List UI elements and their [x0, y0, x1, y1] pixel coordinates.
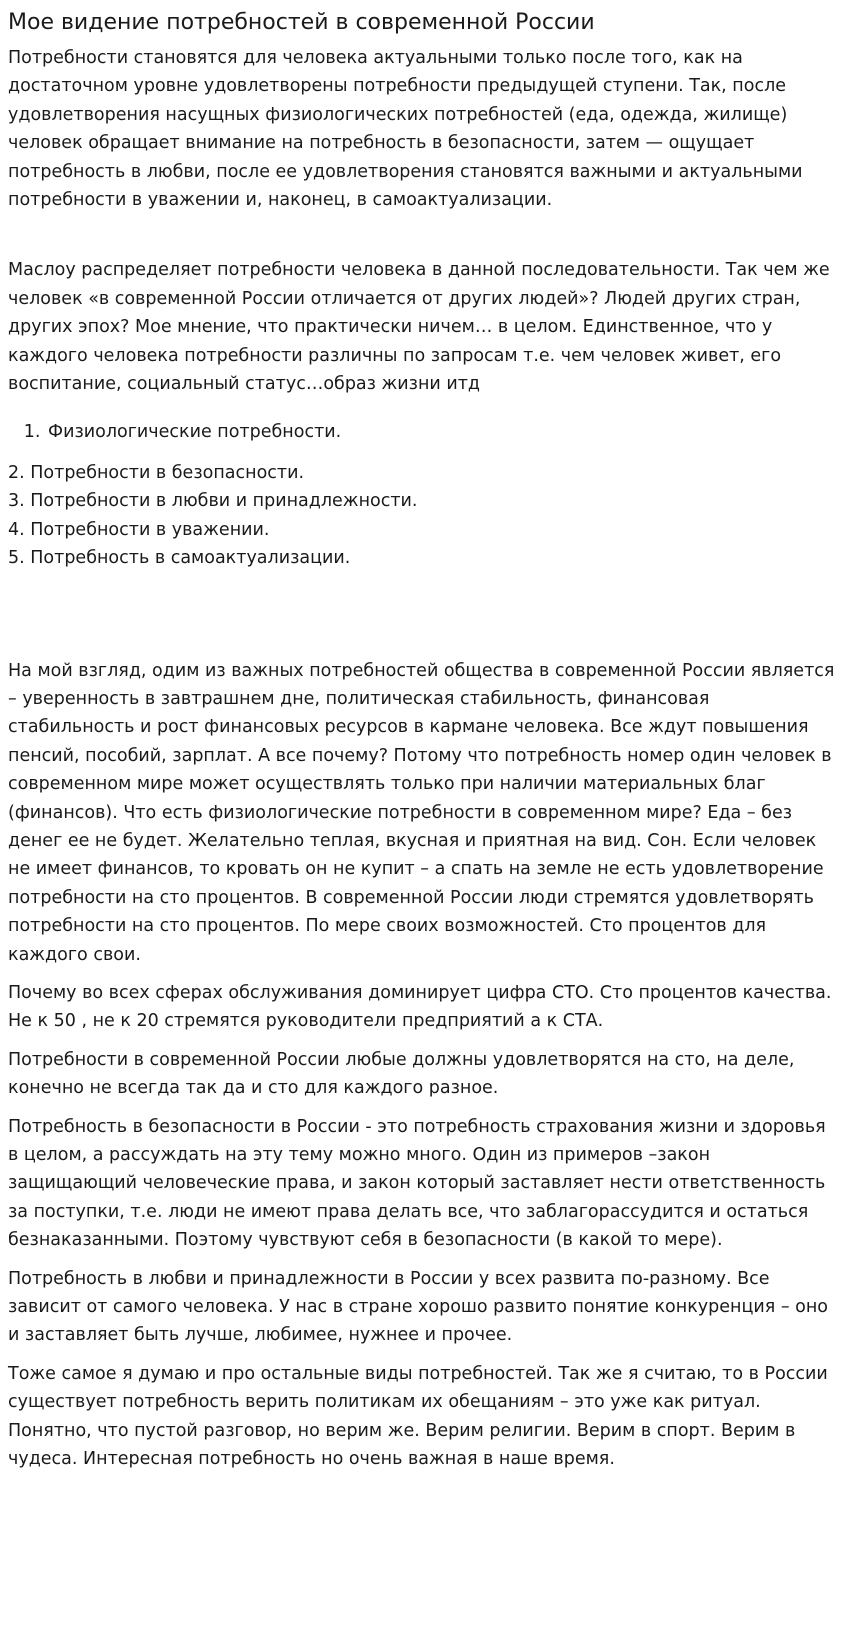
list-item: 3. Потребности в любви и принадлежности. — [8, 491, 418, 512]
needs-list — [8, 459, 839, 573]
body-paragraph: Потребности в современной России любые должны удовлетворятся на сто, на деле, конечно не всегда так да и сто для каждого разное. — [8, 1049, 795, 1099]
spacer — [8, 573, 839, 657]
list-item: 2. Потребности в безопасности. — [8, 462, 305, 483]
intro-paragraph: Потребности становятся для человека актуальными только после того, как на достаточном уровне удовлетворены потребности предыдущей ступени. Так, после удовлетворения насущных физиологических потребностей (еда, одежда, жилище) человек обращает внимание на потребность в безопасности, затем — ощущает потребность в любви, после ее удовлетворения становятся важными и актуальными потребности в уважении и, наконец, в самоактуализации. — [8, 48, 803, 211]
body-paragraph: Тоже самое я думаю и про остальные виды потребностей. Так же я считаю, то в России существует потребность верить политикам их обещаниям – это уже как ритуал. Понятно, что пустой разговор, но верим же. Верим религии. Верим в спорт. Верим в чудеса. Интересная потребность но очень важная в наше время. — [8, 1363, 828, 1470]
spacer — [8, 224, 839, 256]
list-item: 5. Потребность в самоактуализации. — [8, 548, 351, 569]
body-paragraph: Потребность в любви и принадлежности в России у всех развита по-разному. Все зависит от самого человека. У нас в стране хорошо развито понятие конкуренция – оно и заставляет быть лучше, любимее, нужнее и прочее. — [8, 1268, 828, 1346]
body-paragraph: Потребность в безопасности в России - это потребность страхования жизни и здоровья в целом, а рассуждать на эту тему можно много. Один из примеров –закон защищающий человеческие права, и закон который заставляет нести ответственность за поступки, т.е. люди не имеют права делать все, что заблагорассудится и остаться безнаказанными. Поэтому чувствуют себя в безопасности (в какой то мере). — [8, 1116, 826, 1251]
intro-paragraph: Маслоу распределяет потребности человека в данной последовательности. Так чем же человек «в современной России отличается от других людей»? Людей других стран, других эпох? Мое мнение, что практически ничем… в целом. Единственное, что у каждого человека потребности различны по запросам т.е. чем человек живет, его воспитание, социальный статус…образ жизни итд — [8, 260, 830, 395]
page-title: Мое видение потребностей в современной России — [8, 10, 595, 35]
list-item: 4. Потребности в уважении. — [8, 519, 270, 540]
body-paragraph: На мой взгляд, одим из важных потребностей общества в современной России является – уверенность в завтрашнем дне, политическая стабильность, финансовая стабильность и рост финансовых ресурсов в кармане человека. Все ждут повышения пенсий, пособий, зарплат. А все почему? Потому что потребность номер один человек в современном мире может осуществлять только при наличии материальных благ (финансов). Что есть физиологические потребности в современном мире? Еда – без денег ее не будет. Желательно теплая, вкусная и приятная на вид. Сон. Если человек не имеет финансов, то кровать он не купит – а спать на земле не есть удовлетворение потребности на сто процентов. В современной России люди стремятся удовлетворять потребности на сто процентов. По мере своих возможностей. Сто процентов для каждого свои. — [8, 660, 835, 965]
numbered-list — [8, 418, 839, 446]
body-paragraph: Почему во всех сферах обслуживания доминирует цифра СТО. Сто процентов качества. Не к 50 , не к 20 стремятся руководители предприятий а к СТА. — [8, 982, 832, 1032]
list-item: 1. Физиологические потребности. — [46, 418, 839, 446]
